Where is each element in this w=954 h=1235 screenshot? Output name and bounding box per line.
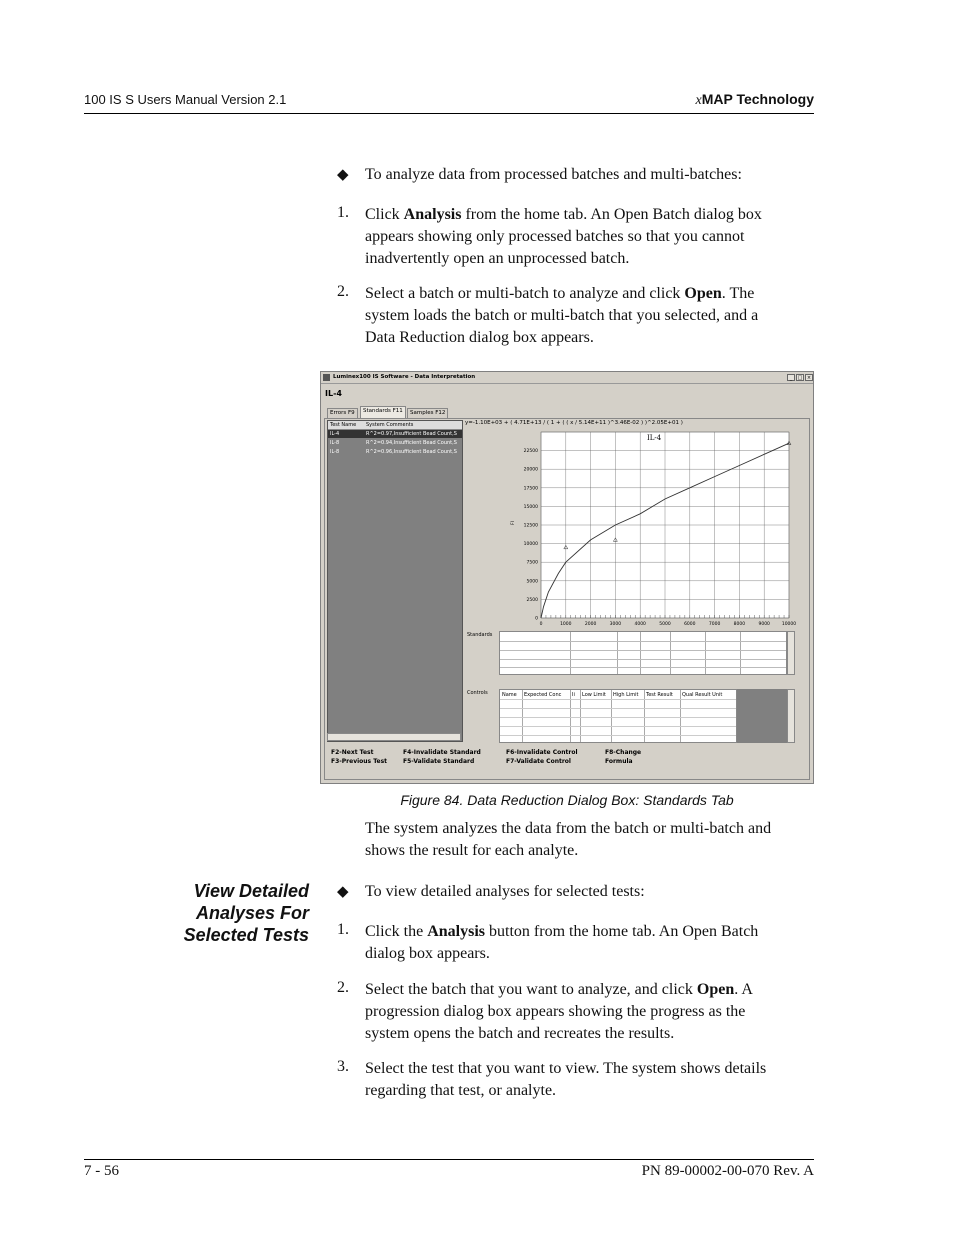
fkey-group-test <box>331 748 387 766</box>
text: . The <box>721 285 755 302</box>
fkey-group-standard <box>403 748 481 766</box>
grid-row-divider <box>500 641 786 642</box>
tab-standards[interactable]: Standards F11 <box>360 406 406 418</box>
text: . A <box>734 981 753 998</box>
x-tick-label: 5000 <box>659 622 671 627</box>
open-keyword: Open <box>696 981 735 998</box>
x-tick-label: 10000 <box>781 622 796 627</box>
step-number: 1. <box>337 921 349 938</box>
fkey-invalidate-standard[interactable]: F4-Invalidate Standard <box>403 749 481 756</box>
x-tick-label: 1000 <box>560 622 572 627</box>
test-comment: R^2=0.97,Insufficient Bead Count,S <box>366 431 457 437</box>
running-header-right <box>696 91 815 109</box>
bullet-icon: ◆ <box>337 167 349 183</box>
standards-label: Standards <box>467 632 493 638</box>
x-tick-label: 7000 <box>708 622 721 627</box>
side-heading-line: View Detailed <box>193 881 309 901</box>
test-name: IL-4 <box>330 431 340 437</box>
maximize-button[interactable]: □ <box>797 375 803 381</box>
controls-table[interactable] <box>499 689 737 743</box>
grid-row-divider <box>500 735 736 736</box>
figure-caption: Figure 84. Data Reduction Dialog Box: Standards Tab <box>400 792 734 808</box>
grid-row-divider <box>500 726 736 727</box>
controls-empty-area <box>737 689 787 743</box>
x-tick-label: 0 <box>539 622 543 627</box>
y-tick-label: 5000 <box>526 579 538 585</box>
analysis-keyword: Analysis <box>403 206 462 223</box>
step-number: 2. <box>337 979 349 996</box>
step-number: 2. <box>337 283 349 300</box>
part-number: PN 89-00002-00-070 Rev. A <box>641 1163 814 1179</box>
fkey-validate-standard[interactable]: F5-Validate Standard <box>403 758 475 765</box>
text: appears showing only processed batches so that you cannot <box>365 228 745 245</box>
section2-step1 <box>365 921 815 965</box>
standards-table[interactable] <box>499 631 787 675</box>
section1-step1 <box>365 204 815 270</box>
open-keyword: Open <box>684 285 722 302</box>
data-interpretation-window <box>320 371 814 784</box>
text: system loads the batch or multi-batch that you selected, and a <box>365 307 759 324</box>
grid-row-divider <box>500 650 786 651</box>
side-heading <box>109 880 309 946</box>
bullet-icon: ◆ <box>337 884 349 900</box>
text: regarding that test, or analyte. <box>365 1082 557 1099</box>
footer-rule <box>84 1159 814 1160</box>
header-rule <box>84 113 814 114</box>
fkey-change-formula[interactable]: F8-Change <box>605 749 642 756</box>
ctl-col-ii: Ii <box>572 692 575 698</box>
ctl-col-expected-conc: Expected Conc <box>524 692 562 698</box>
close-button[interactable]: × <box>806 375 812 381</box>
test-name: IL-8 <box>330 449 340 455</box>
text: Select the batch that you want to analyze, and click <box>365 981 697 998</box>
x-tick-label: 3000 <box>609 622 622 627</box>
test-comment: R^2=0.96,Insufficient Bead Count,S <box>366 449 457 455</box>
running-header-left: 100 IS S Users Manual Version 2.1 <box>84 92 287 107</box>
text: shows the result for each analyte. <box>365 842 579 859</box>
col-system-comments: System Comments <box>366 422 414 428</box>
grid-row-divider <box>500 659 786 660</box>
x-tick-label: 8000 <box>733 622 746 627</box>
ctl-col-qual-result: Qual Result Unit <box>682 692 723 698</box>
text: Click the <box>365 923 428 940</box>
standards-scrollbar[interactable] <box>787 631 795 675</box>
page-number: 7 - 56 <box>84 1163 119 1179</box>
text: The system analyzes the data from the batch or multi-batch and <box>365 820 772 837</box>
test-list[interactable] <box>327 420 463 742</box>
y-tick-label: 12500 <box>523 523 538 529</box>
y-tick-label: 10000 <box>523 542 538 548</box>
fkey-change-formula-line2: Formula <box>605 758 633 765</box>
controls-scrollbar[interactable] <box>787 689 795 743</box>
text: system opens the batch and recreates the results. <box>365 1025 675 1042</box>
section1-intro: To analyze data from processed batches and multi-batches: <box>365 166 742 183</box>
x-tick-label: 6000 <box>684 622 696 627</box>
fkey-previous-test[interactable]: F3-Previous Test <box>331 758 388 765</box>
list-header <box>328 421 462 430</box>
section2-intro: To view detailed analyses for selected tests: <box>365 883 645 900</box>
y-tick-label: 22500 <box>523 449 538 455</box>
y-tick-label: 20000 <box>523 467 538 473</box>
minimize-button[interactable]: _ <box>787 374 795 381</box>
col-test-name: Test Name <box>330 422 357 428</box>
app-icon <box>323 374 330 381</box>
side-heading-line: Selected Tests <box>183 925 309 945</box>
header-map-technology: MAP Technology <box>701 91 814 107</box>
text: Click <box>365 206 404 223</box>
analyte-title: IL-4 <box>325 389 342 398</box>
list-item[interactable] <box>328 448 462 456</box>
list-item[interactable] <box>328 439 462 447</box>
tab-samples[interactable]: Samples F12 <box>407 408 448 418</box>
test-name: IL-8 <box>330 440 340 446</box>
fkey-group-formula <box>605 748 641 766</box>
grid-row-divider <box>500 708 736 709</box>
x-tick-label: 2000 <box>584 622 597 627</box>
title-bar <box>321 372 813 384</box>
text: progression dialog box appears showing the progress as the <box>365 1003 746 1020</box>
section2-step3 <box>365 1058 815 1102</box>
header-x: x <box>695 93 702 108</box>
tab-errors[interactable]: Errors F9 <box>327 408 358 418</box>
y-tick-label: 17500 <box>523 486 538 492</box>
window-title: Luminex100 IS Software - Data Interpretation <box>333 374 476 380</box>
list-item[interactable] <box>328 430 462 438</box>
fkey-validate-control[interactable]: F7-Validate Control <box>506 758 571 765</box>
y-tick-label: 15000 <box>523 504 538 510</box>
grid-row-divider <box>500 699 736 700</box>
text: inadvertently open an unprocessed batch. <box>365 250 630 267</box>
standard-curve-chart <box>506 426 796 631</box>
y-tick-label: 0 <box>535 616 538 622</box>
curve-formula: y=-1.10E+03 + ( 4.71E+13 / ( 1 + ( ( x / 5.14E+11 )^3.46E-02 ) )^2.05E+01 ) <box>465 420 683 426</box>
fkey-group-control <box>506 748 578 766</box>
side-heading-line: Analyses For <box>195 903 309 923</box>
test-comment: R^2=0.94,Insufficient Bead Count,S <box>366 440 457 446</box>
controls-label: Controls <box>467 690 488 696</box>
text: button from the home tab. An Open Batch <box>485 923 759 940</box>
analysis-keyword: Analysis <box>427 923 486 940</box>
step-number: 1. <box>337 204 349 221</box>
grid-row-divider <box>500 667 786 668</box>
text: Select a batch or multi-batch to analyze and click <box>365 285 685 302</box>
x-tick-label: 9000 <box>758 622 770 627</box>
text: dialog box appears. <box>365 945 490 962</box>
ctl-col-low-limit: Low Limit <box>582 692 606 698</box>
ctl-col-name: Name <box>502 692 517 698</box>
y-axis-label: FI <box>511 521 516 525</box>
y-tick-label: 7500 <box>526 560 538 566</box>
x-tick-label: 4000 <box>634 622 646 627</box>
fkey-next-test[interactable]: F2-Next Test <box>331 749 374 756</box>
grid-row-divider <box>500 717 736 718</box>
text: Select the test that you want to view. The system shows details <box>365 1060 767 1077</box>
text: from the home tab. An Open Batch dialog box <box>461 206 762 223</box>
section1-step2 <box>365 283 815 349</box>
step-number: 3. <box>337 1058 349 1075</box>
list-horizontal-scrollbar[interactable] <box>327 733 461 741</box>
y-tick-label: 2500 <box>526 597 538 603</box>
section2-step2 <box>365 979 815 1045</box>
fkey-invalidate-control[interactable]: F6-Invalidate Control <box>506 749 578 756</box>
plot-title: IL-4 <box>647 434 662 442</box>
ctl-col-test-result: Test Result <box>646 692 673 698</box>
text: Data Reduction dialog box appears. <box>365 329 594 346</box>
results-paragraph <box>365 818 815 862</box>
ctl-col-high-limit: High Limit <box>613 692 639 698</box>
